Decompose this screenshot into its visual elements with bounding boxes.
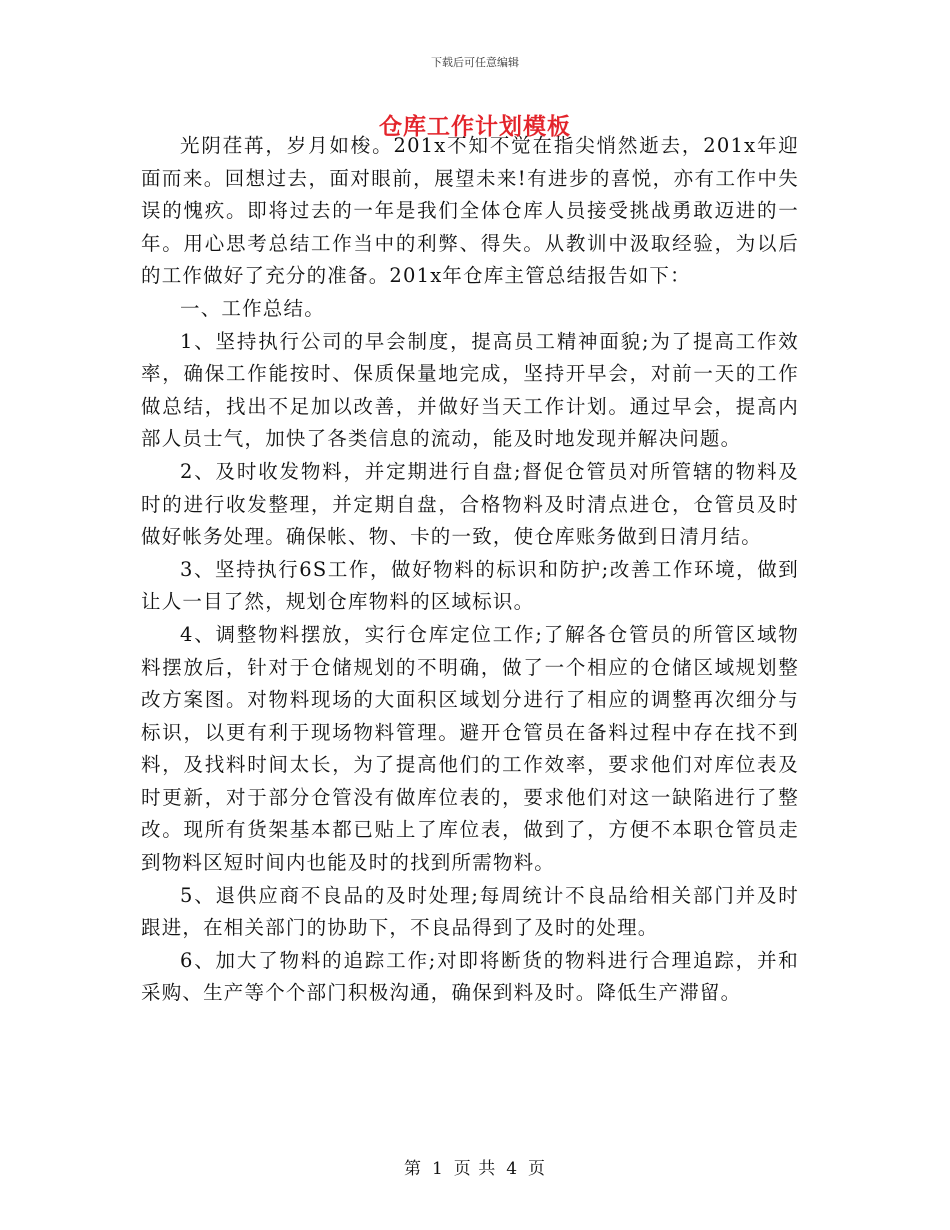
footer-suffix: 页: [528, 1159, 547, 1179]
header-note: 下载后可任意编辑: [431, 56, 519, 69]
paragraph-item-5: 5、退供应商不良品的及时处理;每周统计不良品给相关部门并及时跟进，在相关部门的协助下，不良品得到了及时的处理。: [141, 883, 799, 940]
document-body: [141, 130, 799, 1010]
document-title: 仓库工作计划模板: [379, 113, 571, 140]
footer-middle: 页 共: [453, 1159, 497, 1179]
paragraph-item-3: 3、坚持执行6S工作，做好物料的标识和防护;改善工作环境，做到让人一目了然，规划仓库物料的区域标识。: [141, 557, 799, 614]
paragraph-intro: 光阴荏苒，岁月如梭。201x不知不觉在指尖悄然逝去，201x年迎面而来。回想过去，面对眼前，展望未来!有进步的喜悦，亦有工作中失误的愧疚。即将过去的一年是我们全体仓库人员接受挑战勇敢迈进的一年。用心思考总结工作当中的利弊、得失。从教训中汲取经验，为以后的工作做好了充分的准备。201x年仓库主管总结报告如下：: [141, 134, 799, 288]
paragraph-item-6: 6、加大了物料的追踪工作;对即将断货的物料进行合理追踪，并和采购、生产等个个部门积极沟通，确保到料及时。降低生产滞留。: [141, 948, 799, 1005]
section-heading: 一、工作总结。: [180, 296, 325, 320]
total-pages: 4: [506, 1159, 519, 1179]
page-number: 1: [431, 1159, 444, 1179]
page-footer: [0, 1154, 950, 1179]
paragraph-item-2: 2、及时收发物料，并定期进行自盘;督促仓管员对所管辖的物料及时的进行收发整理，并定期自盘，合格物料及时清点进仓，仓管员及时做好帐务处理。确保帐、物、卡的一致，使仓库账务做到日清月结。: [141, 459, 799, 549]
footer-prefix: 第: [403, 1159, 422, 1179]
paragraph-item-4: 4、调整物料摆放，实行仓库定位工作;了解各仓管员的所管区域物料摆放后，针对于仓储规划的不明确，做了一个相应的仓储区域规划整改方案图。对物料现场的大面积区域划分进行了相应的调整再次细分与标识，以更有利于现场物料管理。避开仓管员在备料过程中存在找不到料，及找料时间太长，为了提高他们的工作效率，要求他们对库位表及时更新，对于部分仓管没有做库位表的，要求他们对这一缺陷进行了整改。现所有货架基本都已贴上了库位表，做到了，方便不本职仓管员走到物料区短时间内也能及时的找到所需物料。: [141, 622, 799, 875]
paragraph-item-1: 1、坚持执行公司的早会制度，提高员工精神面貌;为了提高工作效率，确保工作能按时、保质保量地完成，坚持开早会，对前一天的工作做总结，找出不足加以改善，并做好当天工作计划。通过早会，提高内部人员士气，加快了各类信息的流动，能及时地发现并解决问题。: [141, 329, 799, 451]
